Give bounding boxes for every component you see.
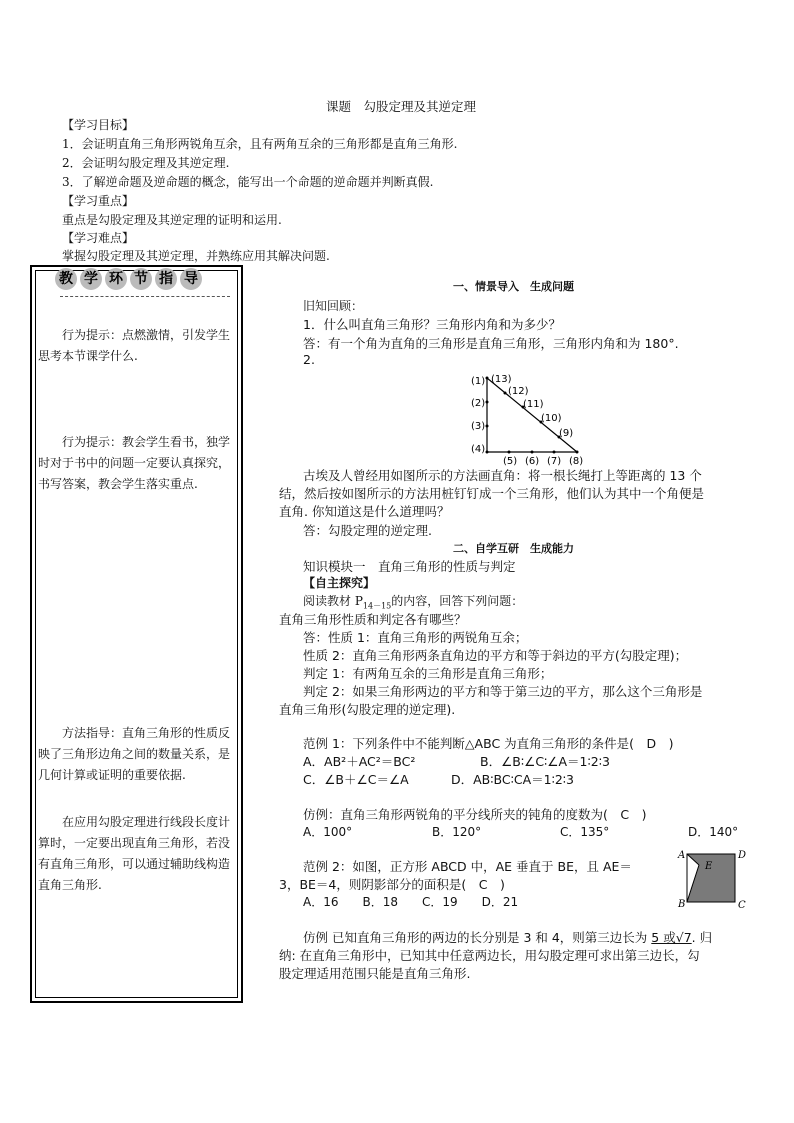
property-2: 性质 2：直角三角形两条直角边的平方和等于斜边的平方(勾股定理)； [303,648,688,663]
knot-label: (13) [491,374,512,385]
goal-1: 1．会证明直角三角形两锐角互余，且有两角互余的三角形都是直角三角形. [62,137,458,151]
knot-label: (12) [508,386,529,397]
goal-3: 3．了解逆命题及逆命题的概念，能写出一个命题的逆命题并判断真假. [62,175,434,189]
knot-label: (5) [503,456,518,466]
criterion-1: 判定 1：有两角互余的三角形是直角三角形； [303,666,553,681]
answer-1: 答：有一个角为直角的三角形是直角三角形，三角形内角和为 180°. [303,336,679,351]
f1-option-d: D．140° [688,825,739,839]
knot-label: (2) [471,398,486,409]
square-label: C [738,900,746,910]
module-title: 知识模块一 直角三角形的性质与判定 [303,559,516,574]
story-line-3: 直角. 你知道这是什么道理吗？ [279,504,450,519]
ex2-options: A．16 B．18 C．19 D．21 [303,895,519,909]
knot-label: (1) [471,376,486,387]
sidebar-tip-3: 方法指导：直角三角形的性质反映了三角形边角之间的数量关系，是几何计算或证明的重要依据. [38,726,231,782]
follow-2-line-1: 仿例 已知直角三角形的两边的长分别是 3 和 4，则第三边长为 5 或√7. 归 [303,930,713,945]
knot-label: (4) [471,444,486,455]
criterion-2b: 直角三角形(勾股定理的逆定理). [279,702,456,717]
ex1-option-d: D．AB∶BC∶CA＝1∶2∶3 [451,772,574,787]
question-2: 2. [303,352,315,367]
banner-char: 导 [180,268,202,290]
sidebar-tip-2: 行为提示：教会学生看书，独学时对于书中的问题一定要认真探究，书写答案，教会学生落实重点. [38,435,231,491]
rope-triangle-diagram [462,370,592,466]
follow-2-answer: 5 或√7 [651,930,692,945]
knot-label: (6) [525,456,540,466]
sidebar-banner [55,268,230,294]
example-2b: 3，BE＝4，则阴影部分的面积是( C ) [279,877,505,892]
ex1-option-b: B．∠B∶∠C∶∠A＝1∶2∶3 [480,754,610,769]
banner-char: 教 [55,268,77,290]
sidebar-tip-4: 在应用勾股定理进行线段长度计算时，一定要出现直角三角形，若没有直角三角形，可以通过辅助线构造直角三角形. [38,815,231,892]
knot-label: (11) [523,399,544,410]
goal-2: 2．会证明勾股定理及其逆定理. [62,156,230,170]
page-title: 课题 勾股定理及其逆定理 [326,99,477,114]
explore-heading: 【自主探究】 [303,576,376,590]
knot-label: (10) [541,413,562,424]
knot-label: (9) [559,428,574,439]
story-line-2: 结，然后按如图所示的方法用桩钉钉成一个三角形，他们认为其中一个角便是 [279,486,705,501]
property-1: 答：性质 1：直角三角形的两锐角互余； [303,630,528,645]
key-text: 重点是勾股定理及其逆定理的证明和运用. [62,213,282,227]
ex1-option-a: A．AB²＋AC²＝BC² [303,754,416,769]
review-label: 旧知回顾： [303,299,364,313]
criterion-2a: 判定 2：如果三角形两边的平方和等于第三边的平方，那么这个三角形是 [303,684,703,699]
ex1-option-c: C．∠B＋∠C＝∠A [303,772,409,787]
knot-label: (8) [569,456,584,466]
square-label: B [678,899,686,910]
follow-2-line-3: 股定理适用范围只能是直角三角形. [279,966,471,981]
story-line-1: 古埃及人曾经用如图所示的方法画直角：将一根长绳打上等距离的 13 个 [303,468,702,483]
main-question: 直角三角形性质和判定各有哪些？ [279,612,467,627]
banner-char: 指 [155,268,177,290]
difficulty-heading: 【学习难点】 [62,231,135,245]
sidebar-tip-1: 行为提示：点燃激情，引发学生思考本节课学什么. [38,328,231,363]
knot-label: (7) [547,456,562,466]
f1-option-a: A．100° [303,825,353,839]
knot-label: (3) [471,421,486,432]
f1-option-b: B．120° [432,825,482,839]
square-label: E [705,861,713,872]
square-label: A [678,850,686,861]
question-1: 1．什么叫直角三角形？三角形内角和为多少？ [303,317,561,332]
example-1: 范例 1：下列条件中不能判断△ABC 为直角三角形的条件是( D ) [303,736,674,751]
banner-char: 学 [80,268,102,290]
read-instruction: 阅读教材 $P_{14-15}$的内容，回答下列问题： [303,594,524,611]
f1-option-c: C．135° [560,825,610,839]
difficulty-text: 掌握勾股定理及其逆定理，并熟练应用其解决问题. [62,249,330,263]
banner-char: 节 [130,268,152,290]
square-label: D [738,850,747,861]
goal-heading: 【学习目标】 [62,118,135,132]
follow-2-line-2: 纳: 在直角三角形中，已知其中任意两边长，用勾股定理可求出第三边长，勾 [279,948,700,963]
section-2-heading: 二、自学互研 生成能力 [453,542,574,555]
section-1-heading: 一、情景导入 生成问题 [453,280,574,293]
banner-char: 环 [105,268,127,290]
square-diagram [676,846,752,910]
answer-2: 答：勾股定理的逆定理. [303,523,432,538]
banner-divider [60,296,230,297]
key-heading: 【学习重点】 [62,194,135,208]
example-2a: 范例 2：如图，正方形 ABCD 中，AE 垂直于 BE，且 AE＝ [303,859,632,874]
follow-1: 仿例：直角三角形两锐角的平分线所夹的钝角的度数为( C ) [303,807,647,822]
